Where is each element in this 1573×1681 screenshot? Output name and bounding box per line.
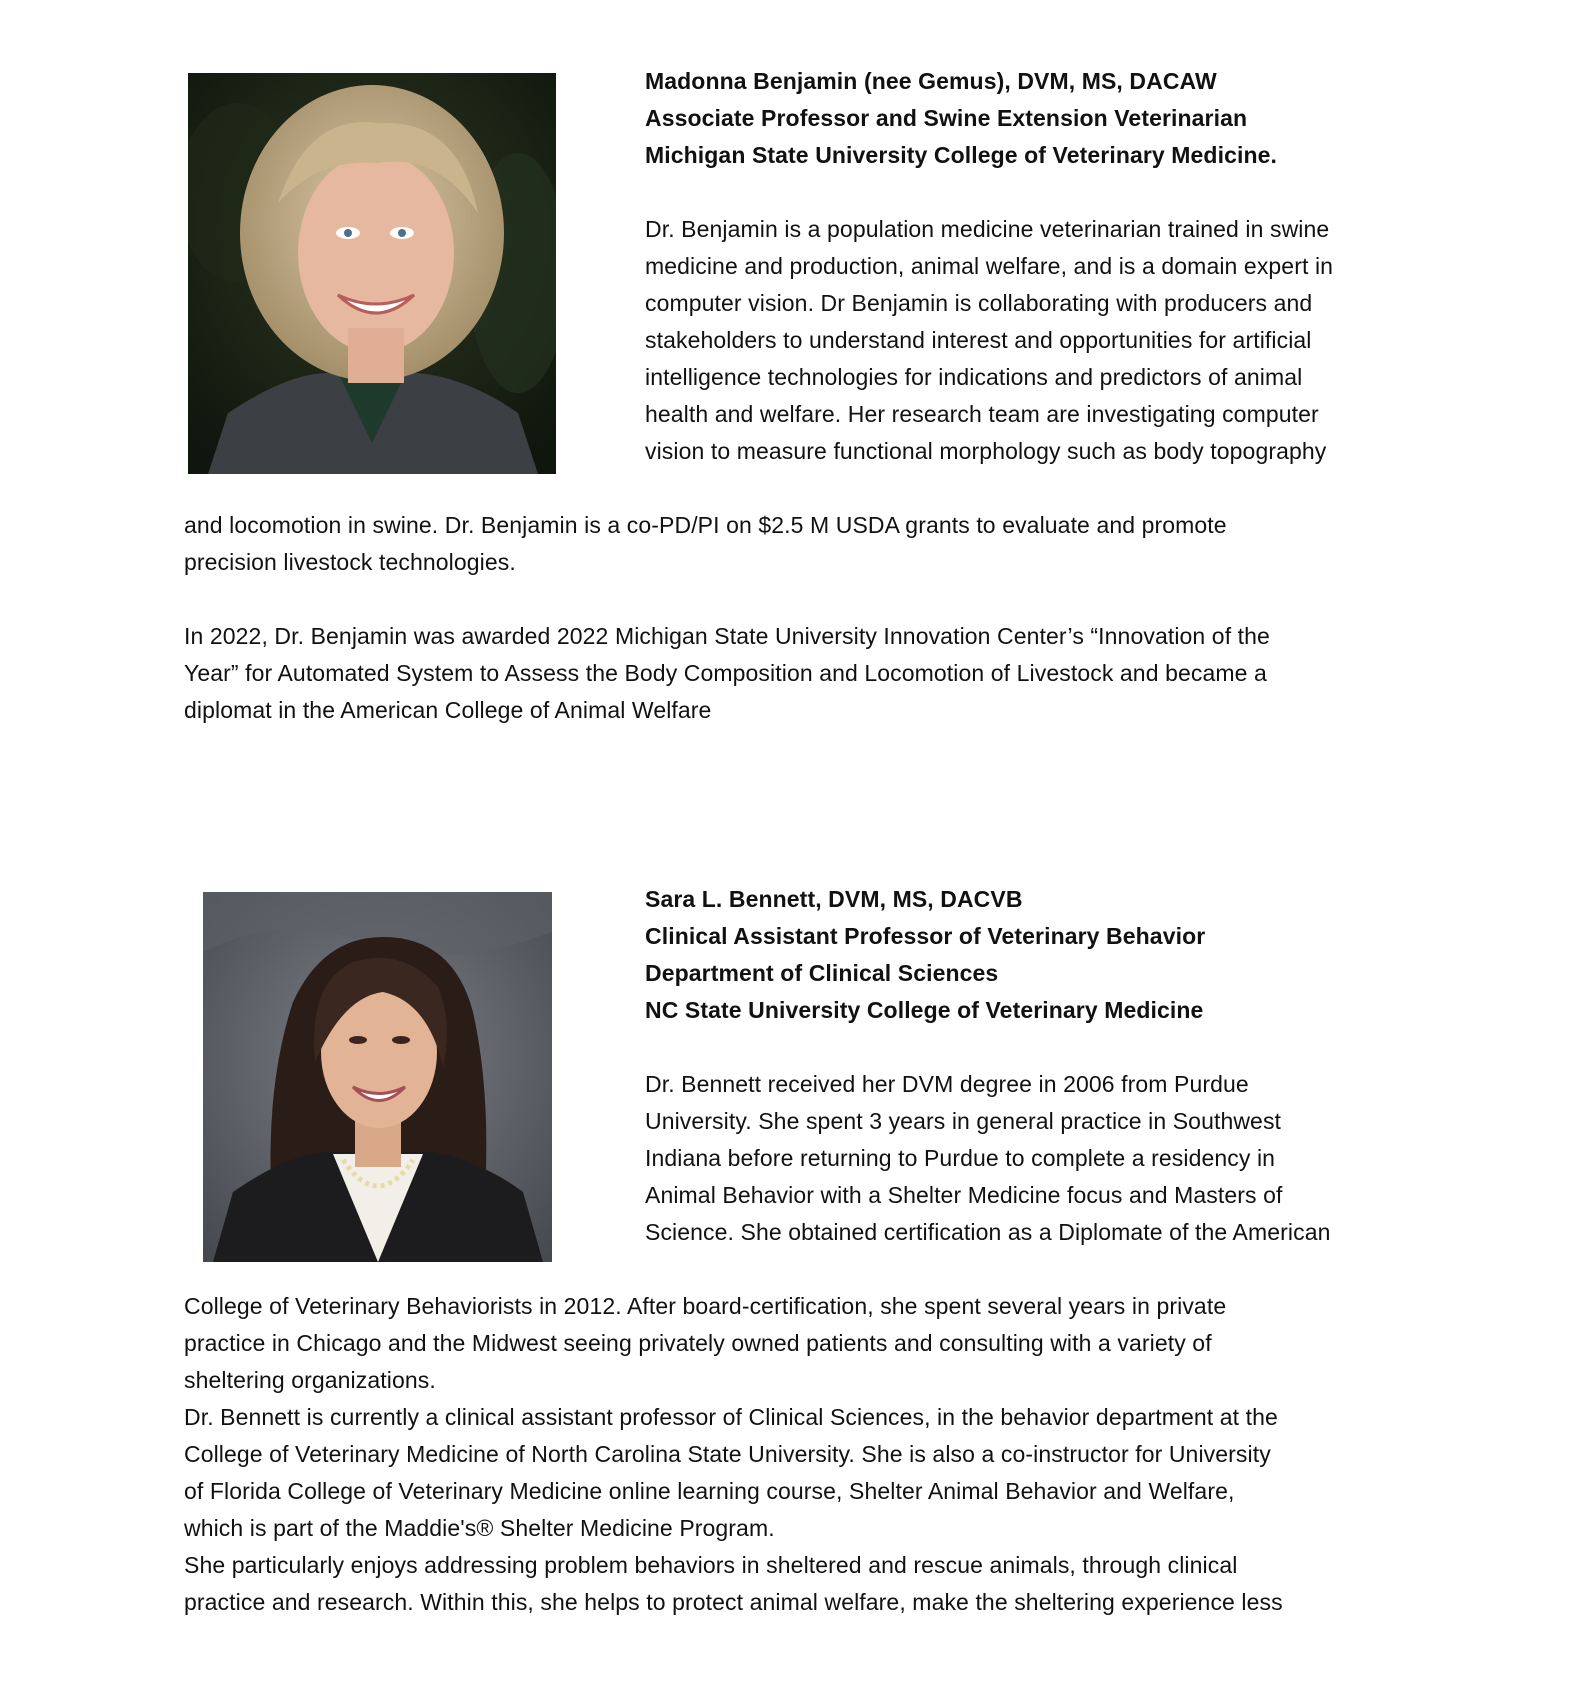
bio-line: Dr. Benjamin is a population medicine veterinarian trained in swine (645, 216, 1330, 242)
portrait-photo-bennett (203, 892, 552, 1262)
bio-line: computer vision. Dr Benjamin is collaborating with producers and (645, 290, 1313, 316)
bio-line: of Florida College of Veterinary Medicine online learning course, Shelter Animal Behavior and Welfare, (184, 1478, 1235, 1504)
profile-name: Madonna Benjamin (nee Gemus), DVM, MS, DACAW (645, 68, 1217, 94)
bio-line: which is part of the Maddie's® Shelter Medicine Program. (184, 1515, 775, 1541)
profile-title: Associate Professor and Swine Extension Veterinarian (645, 105, 1248, 131)
bio-line: She particularly enjoys addressing problem behaviors in sheltered and rescue animals, through clinical (184, 1552, 1238, 1578)
bio-line: intelligence technologies for indications and predictors of animal (645, 364, 1303, 390)
profile-institution: NC State University College of Veterinary Medicine (645, 997, 1204, 1023)
bio-line: Science. She obtained certification as a Diplomate of the American (645, 1219, 1331, 1245)
bio-line: University. She spent 3 years in general practice in Southwest (645, 1108, 1282, 1134)
profile-department: Department of Clinical Sciences (645, 960, 999, 986)
profile-name: Sara L. Bennett, DVM, MS, DACVB (645, 886, 1023, 912)
bio-line: practice in Chicago and the Midwest seeing privately owned patients and consulting with a variety of (184, 1330, 1212, 1356)
bio-line: and locomotion in swine. Dr. Benjamin is a co-PD/PI on $2.5 M USDA grants to evaluate and promote (184, 512, 1227, 538)
bio-line: College of Veterinary Behaviorists in 2012. After board-certification, she spent several years in private (184, 1293, 1227, 1319)
bio-line: precision livestock technologies. (184, 549, 516, 575)
bio-line: stakeholders to understand interest and opportunities for artificial (645, 327, 1312, 353)
bio-line: College of Veterinary Medicine of North Carolina State University. She is also a co-instructor for University (184, 1441, 1271, 1467)
profile-title: Clinical Assistant Professor of Veterinary Behavior (645, 923, 1206, 949)
bio-line: In 2022, Dr. Benjamin was awarded 2022 Michigan State University Innovation Center’s “Innovation of the (184, 623, 1270, 649)
bio-line: Indiana before returning to Purdue to complete a residency in (645, 1145, 1276, 1171)
portrait-photo-benjamin (188, 73, 556, 474)
bio-line: medicine and production, animal welfare, and is a domain expert in (645, 253, 1334, 279)
profile-institution: Michigan State University College of Veterinary Medicine. (645, 142, 1277, 168)
bio-line: sheltering organizations. (184, 1367, 436, 1393)
bio-line: Animal Behavior with a Shelter Medicine focus and Masters of (645, 1182, 1283, 1208)
bio-line: Dr. Bennett is currently a clinical assistant professor of Clinical Sciences, in the behavior department at the (184, 1404, 1278, 1430)
bio-line: practice and research. Within this, she helps to protect animal welfare, make the sheltering experience less (184, 1589, 1283, 1615)
bio-line: health and welfare. Her research team are investigating computer (645, 401, 1319, 427)
bio-line: Year” for Automated System to Assess the Body Composition and Locomotion of Livestock and became a (184, 660, 1267, 686)
bio-line: diplomat in the American College of Animal Welfare (184, 697, 712, 723)
bio-line: vision to measure functional morphology such as body topography (645, 438, 1327, 464)
bio-line: Dr. Bennett received her DVM degree in 2006 from Purdue (645, 1071, 1249, 1097)
